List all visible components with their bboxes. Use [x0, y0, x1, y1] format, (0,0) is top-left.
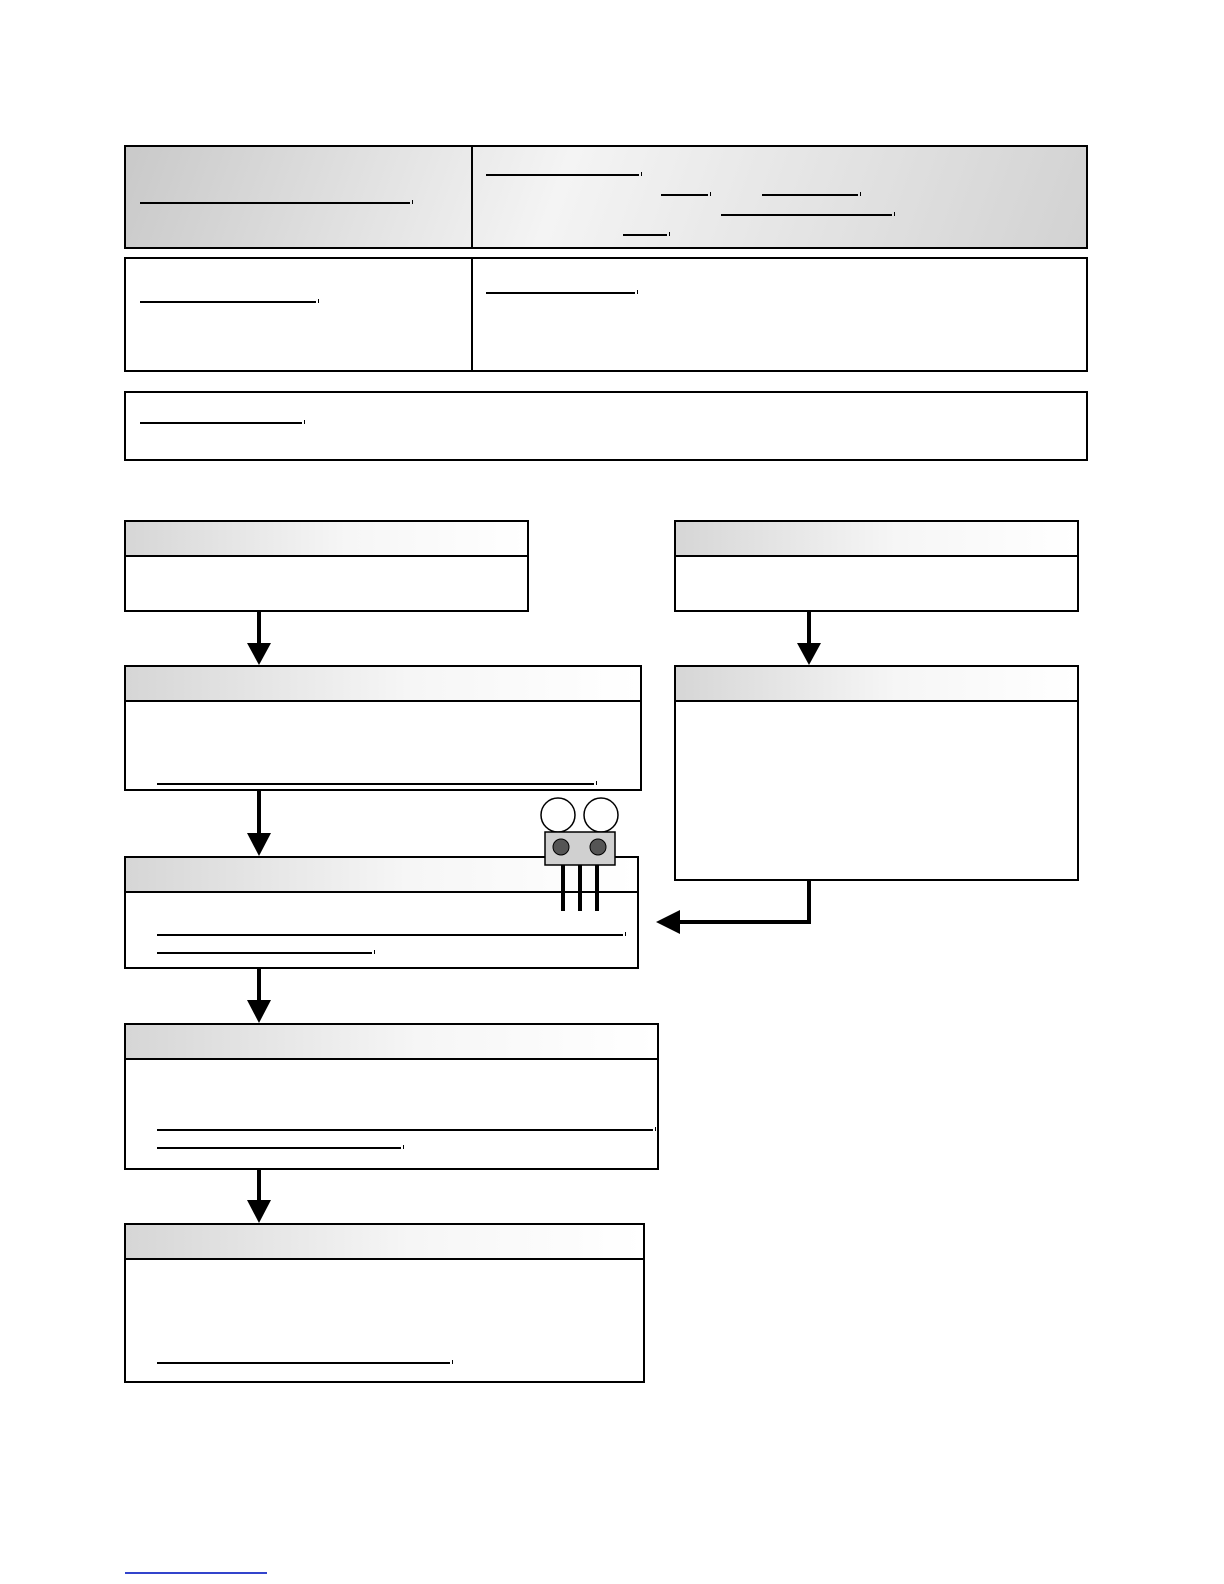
- arrow-right2-to-step3: [656, 881, 809, 934]
- arrow-step1-to-step2: [247, 612, 271, 665]
- transistor-component-icon: [541, 798, 618, 911]
- arrow-step3-to-step4: [247, 969, 271, 1023]
- arrow-right1-to-right2: [797, 612, 821, 665]
- arrow-step2-to-step3: [247, 791, 271, 856]
- arrow-step4-to-step5: [247, 1170, 271, 1223]
- footer-link[interactable]: [125, 1572, 267, 1574]
